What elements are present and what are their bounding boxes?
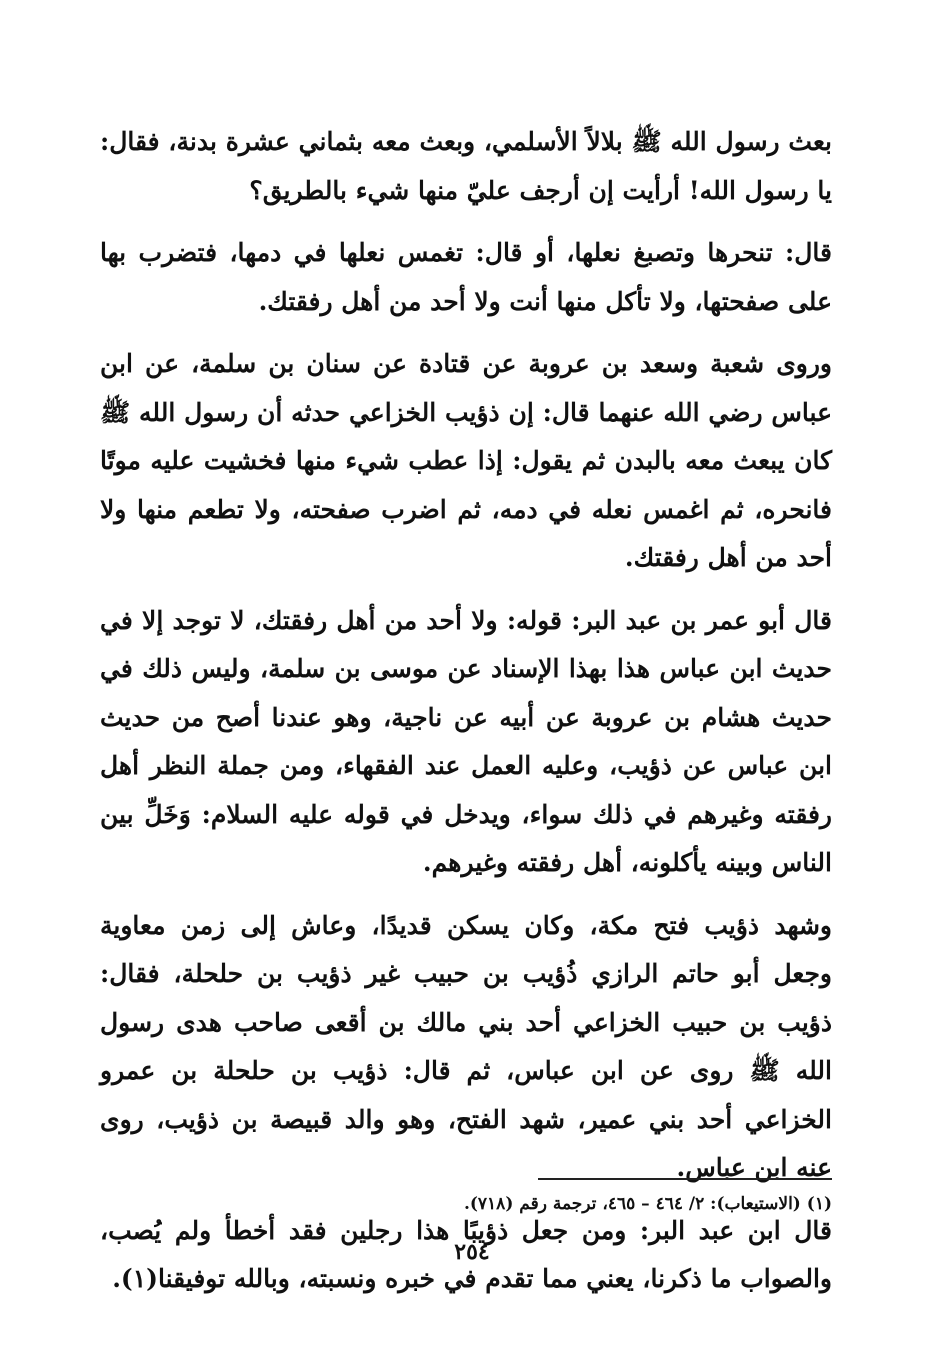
paragraph-5: وشهد ذؤيب فتح مكة، وكان يسكن قديدًا، وعاش إلى زمن معاوية وجعل أبو حاتم الرازي ذُؤيب بن حبيب غير ذؤيب بن حلحلة، فقال: ذؤيب بن حبيب الخزاعي أحد بني مالك بن أقعى صاحب هدى رسول الله ﷺ روى عن ابن عباس، ثم قال: ذؤيب بن حلحلة بن عمرو الخزاعي أحد بني عمير، شهد الفتح، وهو والد قبيصة بن ذؤيب، روى عنه ابن عباس. xyxy=(100,910,832,1182)
page-number: ٢٥٤ xyxy=(454,1239,490,1265)
paragraph-4: قال أبو عمر بن عبد البر: قوله: ولا أحد من أهل رفقتك، لا توجد إلا في حديث ابن عباس هذا بهذا الإسناد عن موسى بن سلمة، وليس ذلك في حديث هشام بن عروبة عن أبيه عن ناجية، وهو عندنا أصح من حديث ابن عباس عن ذؤيب، وعليه العمل عند الفقهاء، ومن جملة النظر أهل رفقته وغيرهم في ذلك سواء، ويدخل في قوله عليه السلام: وَخَلِّ بين الناس وبينه يأكلونه، أهل رفقته وغيرهم. xyxy=(100,605,832,877)
footnote: (١) (الاستيعاب): ٢/ ٤٦٤ – ٤٦٥، ترجمة رقم (٧١٨). xyxy=(463,1194,832,1214)
paragraph-2: قال: تنحرها وتصبغ نعلها، أو قال: تغمس نعلها في دمها، فتضرب بها على صفحتها، ولا تأكل منها أنت ولا أحد من أهل رفقتك. xyxy=(100,238,832,316)
main-text xyxy=(100,118,832,1304)
paragraph-3: وروى شعبة وسعد بن عروبة عن قتادة عن سنان بن سلمة، عن ابن عباس رضي الله عنهما قال: إن ذؤيب الخزاعي حدثه أن رسول الله ﷺ كان يبعث معه بالبدن ثم يقول: إذا عطب شيء منها فخشيت عليه موتًا فانحره، ثم اغمس نعله في دمه، ثم اضرب صفحته، ولا تطعم منها ولا أحد من أهل رفقتك. xyxy=(100,349,832,572)
paragraph-6: قال ابن عبد البر: ومن جعل ذؤيبًا هذا رجلين فقد أخطأ ولم يُصب، والصواب ما ذكرنا، يعني مما تقدم في خبره ونسبته، وبالله توفيقنا(١). xyxy=(100,1215,832,1293)
footnote-divider xyxy=(538,1178,832,1180)
paragraph-1: بعث رسول الله ﷺ بلالاً الأسلمي، وبعث معه بثماني عشرة بدنة، فقال: يا رسول الله! أرأيت إن أرجف عليّ منها شيء بالطريق؟ xyxy=(100,127,833,205)
